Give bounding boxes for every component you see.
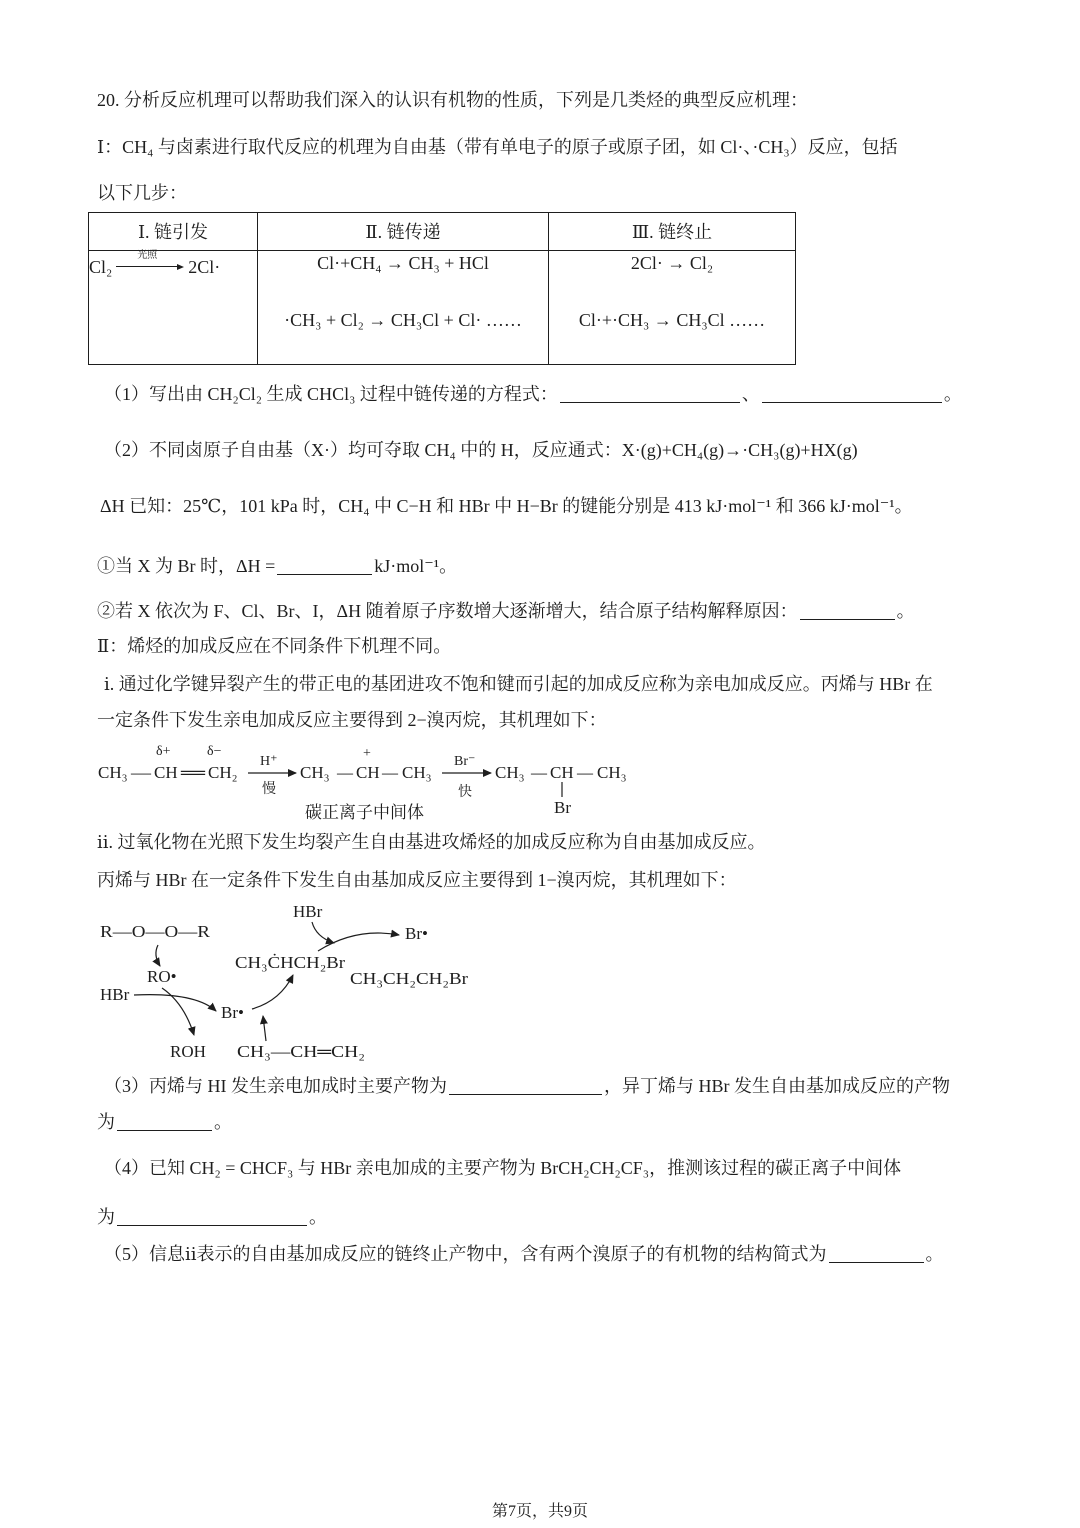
question-2-sub1-unit: kJ·mol⁻¹。 — [374, 556, 458, 576]
answer-blank — [117, 1112, 212, 1131]
answer-blank — [560, 384, 740, 403]
carbocation-charge: + — [363, 746, 371, 761]
question-3-text1: （3）丙烯与 HI 发生亲电加成时主要产物为 — [104, 1076, 447, 1096]
fast-step-reagent: Br⁻ — [454, 754, 476, 769]
question-5-text: （5）信息ⅱ表示的自由基加成反应的链终止产物中，含有两个溴原子的有机物的结构简式为 — [104, 1244, 827, 1264]
answer-blank — [277, 556, 372, 575]
header-chain-termination: Ⅲ. 链终止 — [549, 213, 796, 251]
intermediate-group-2: CH — [356, 763, 380, 782]
product-group-2: CH — [550, 763, 574, 782]
delta-plus-label: δ+ — [156, 744, 171, 759]
alkene-attack-arrow — [263, 1016, 266, 1041]
radical-addition-mechanism — [90, 895, 490, 1067]
termination-equation-1: 2Cl· → Cl₂ — [630, 253, 714, 273]
question-1 — [104, 382, 962, 406]
light-condition-arrow — [116, 251, 184, 271]
part2-i-line1: ⅰ. 通过化学键异裂产生的带正电的基团进攻不饱和键而引起的加成反应称为亲电加成反应。丙烯与 HBr 在 — [104, 674, 933, 694]
answer-blank — [829, 1244, 924, 1263]
reactant-ch2: CH₂ — [208, 763, 238, 782]
fast-step-rate: 快 — [458, 785, 472, 800]
part2-intro: Ⅱ：烯烃的加成反应在不同条件下机理不同。 — [97, 636, 452, 656]
termination-cell — [549, 251, 796, 365]
alcohol: ROH — [170, 1042, 206, 1061]
question-1-end: 。 — [943, 384, 962, 404]
header-chain-propagation: Ⅱ. 链传递 — [258, 213, 549, 251]
product-bromine: Br — [554, 798, 571, 817]
header-chain-initiation: Ⅰ. 链引发 — [89, 213, 258, 251]
question-3-text3: 为 — [97, 1112, 115, 1132]
reactant-methyl: CH₃ — [98, 763, 128, 782]
question-5 — [104, 1242, 944, 1266]
question-2-sub1 — [97, 554, 457, 578]
product-group-1: CH₃ — [495, 763, 525, 782]
question-3-end: 。 — [214, 1112, 232, 1132]
product-bond-1: — — [530, 763, 548, 782]
answer-blank — [449, 1076, 602, 1095]
reactant-ch: CH — [154, 763, 178, 782]
carbon-radical: CH₃ĊHCH₂Br — [235, 953, 346, 972]
hbr-attack-arrow — [312, 922, 334, 943]
propagation-equation-2: ·CH₃ + Cl₂ → CH₃Cl + Cl· …… — [284, 310, 522, 330]
slow-step-reagent: H⁺ — [260, 754, 278, 769]
reactant-double-bond: ═ — [179, 763, 207, 782]
question-4-end: 。 — [309, 1207, 327, 1227]
hbr-to-bromine-radical-arrow — [134, 995, 216, 1011]
electrophilic-addition-mechanism — [90, 735, 660, 827]
intermediate-bond-1: — — [336, 763, 354, 782]
question-1-text: （1）写出由 CH₂Cl₂ 生成 CHCl₃ 过程中链传递的方程式： — [104, 384, 558, 404]
radical-formation-arrow — [252, 975, 293, 1009]
intermediate-group-1: CH₃ — [300, 763, 330, 782]
initiation-cell — [89, 251, 258, 365]
alkoxy-radical: RO• — [147, 967, 177, 986]
question-4-text2: 为 — [97, 1207, 115, 1227]
question-2-line1: （2）不同卤原子自由基（X·）均可夺取 CH₄ 中的 H，反应通式：X·(g)+CH₄(g)→·CH₃(g)+HX(g) — [104, 440, 858, 460]
homolysis-arrow — [156, 945, 160, 966]
product-bond-2: — — [576, 763, 594, 782]
condition-label: 光照 — [137, 250, 158, 261]
propene: CH₃—CH═CH₂ — [237, 1042, 365, 1061]
hydrogen-bromide-1: HBr — [100, 985, 130, 1004]
termination-equation-2: Cl·+·CH₃ → CH₃Cl …… — [578, 310, 766, 330]
part1-intro-line2: 以下几步： — [97, 183, 187, 203]
carbocation-intermediate-label: 碳正离子中间体 — [305, 803, 424, 822]
question-2-sub2 — [97, 599, 915, 623]
question-2-sub1-text: ①当 X 为 Br 时，ΔH = — [97, 556, 276, 576]
product-group-3: CH₃ — [597, 763, 627, 782]
slow-step-rate: 慢 — [262, 782, 276, 797]
reactant-single-bond: — — [129, 763, 153, 782]
question-3-line1 — [104, 1074, 950, 1098]
part2-ii-line1: ⅱ. 过氧化物在光照下发生均裂产生自由基进攻烯烃的加成反应称为自由基加成反应。 — [97, 832, 766, 852]
chain-reaction-table — [88, 212, 796, 365]
question-stem: 20. 分析反应机理可以帮助我们深入的认识有机物的性质，下列是几类烃的典型反应机理： — [97, 90, 808, 110]
initiation-product: 2Cl· — [188, 257, 221, 277]
part2-i-line2: 一定条件下发生亲电加成反应主要得到 2−溴丙烷，其机理如下： — [97, 710, 607, 730]
answer-blank — [800, 601, 895, 620]
question-2-line2: ΔH 已知：25℃，101 kPa 时，CH₄ 中 C−H 和 HBr 中 H−Br 的键能分别是 413 kJ·mol⁻¹ 和 366 kJ·mol⁻¹。 — [100, 496, 913, 516]
page-number: 第7页，共9页 — [491, 1503, 588, 1520]
question-4-line2 — [97, 1205, 327, 1229]
intermediate-bond-2: — — [381, 763, 399, 782]
table-header-row — [89, 213, 796, 251]
question-1-separator: 、 — [741, 384, 760, 404]
question-5-end: 。 — [925, 1244, 944, 1264]
part2-ii-line2: 丙烯与 HBr 在一定条件下发生自由基加成反应主要得到 1−溴丙烷，其机理如下： — [97, 870, 737, 890]
radical-addition-product: CH₃CH₂CH₂Br — [350, 969, 469, 988]
question-3-text2: ，异丁烯与 HBr 发生自由基加成反应的产物 — [604, 1076, 950, 1096]
hydrogen-bromide-2: HBr — [293, 902, 323, 921]
bromine-radical-2: Br• — [405, 924, 428, 943]
bromine-radical-1: Br• — [221, 1003, 244, 1022]
peroxide: R—O—O—R — [100, 922, 211, 941]
part1-intro-line1: Ⅰ：CH₄ 与卤素进行取代反应的机理为自由基（带有单电子的原子或原子团，如 Cl·、·CH₃）反应，包括 — [97, 137, 898, 157]
intermediate-group-3: CH₃ — [402, 763, 432, 782]
table-body-row — [89, 251, 796, 365]
answer-blank — [762, 384, 942, 403]
question-3-line2 — [97, 1110, 232, 1134]
question-4-line1: （4）已知 CH₂ = CHCF₃ 与 HBr 亲电加成的主要产物为 BrCH₂CH₂CF₃，推测该过程的碳正离子中间体 — [104, 1158, 902, 1178]
delta-minus-label: δ− — [207, 744, 222, 759]
propagation-equation-1: Cl·+CH₄ → CH₃ + HCl — [317, 253, 489, 273]
question-2-sub2-text: ②若 X 依次为 F、Cl、Br、I，ΔH 随着原子序数增大逐渐增大，结合原子结构解释原因： — [97, 601, 798, 621]
initiation-reactant: Cl₂ — [89, 257, 113, 277]
answer-blank — [117, 1207, 307, 1226]
propagation-cell — [258, 251, 549, 365]
question-2-sub2-end: 。 — [896, 601, 915, 621]
